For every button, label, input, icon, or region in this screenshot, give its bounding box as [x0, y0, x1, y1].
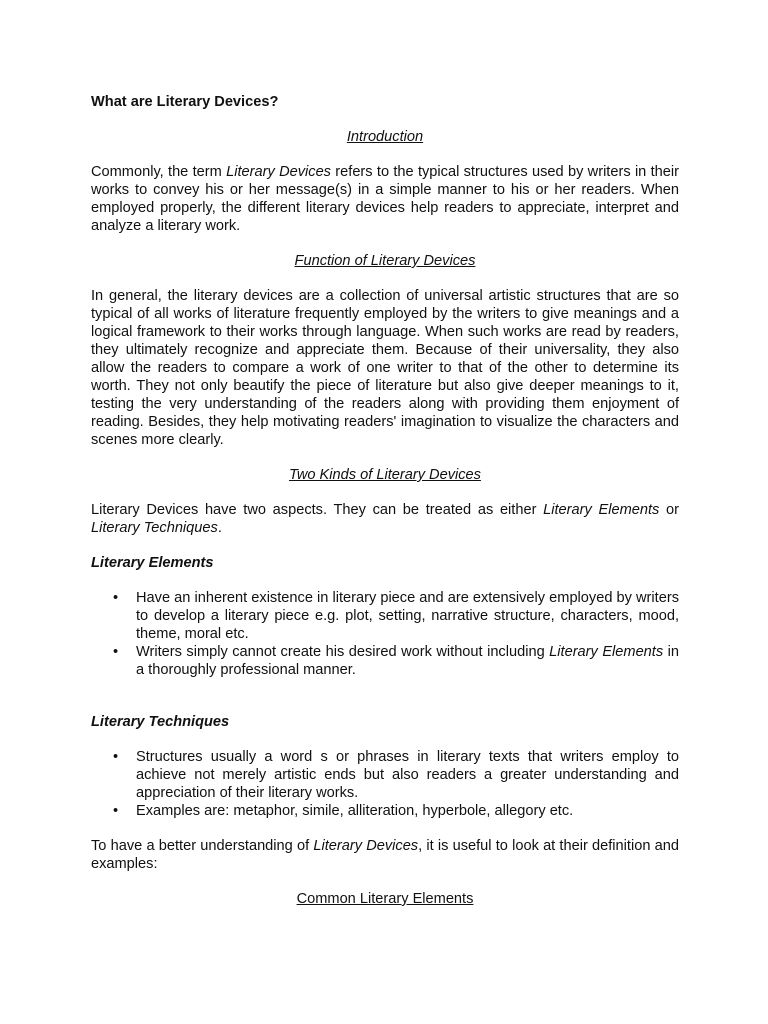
paragraph-introduction [91, 163, 679, 235]
list-item-term: Literary Elements [549, 644, 664, 660]
list-item-text: in a thoroughly professional manner. [136, 644, 679, 678]
list-literary-elements [91, 589, 679, 679]
intro-text-1: Commonly, the term [91, 164, 227, 180]
bullet-icon: • [113, 644, 119, 660]
paragraph-function: In general, the literary devices are a collection of universal artistic structures that are so typical of all works of literature frequently employed by the writers to give meanings and a logical framework to their works through language. When such works are read by readers, they ultimately recognize and appreciate them. Because of their universality, they also allow the readers to compare a work of one writer to that of the other to determine its worth. They not only beautify the piece of literature but also give deeper meanings to it, testing the very understanding of the readers along with providing them enjoyment of reading. Besides, they help motivating readers' imagination to visualize the characters and scenes more clearly. [91, 288, 679, 448]
list-item [91, 589, 679, 643]
list-item-text: Structures usually a word s or phrases in literary texts that writers employ to achieve not merely artistic ends but also readers a greater understanding and appreciation of their literary works. [136, 749, 679, 801]
list-item-text: Examples are: metaphor, simile, alliteration, hyperbole, allegory etc. [136, 803, 574, 819]
list-item [91, 802, 679, 820]
two-kinds-text-3: . [217, 520, 222, 536]
intro-term-literary-devices: Literary Devices [226, 164, 331, 180]
document-title: What are Literary Devices? [91, 94, 279, 110]
paragraph-two-kinds [91, 501, 679, 537]
heading-function: Function of Literary Devices [294, 253, 476, 269]
document-page [91, 93, 679, 908]
heading-two-kinds: Two Kinds of Literary Devices [289, 467, 481, 483]
list-item [91, 643, 679, 679]
paragraph-closing [91, 837, 679, 873]
list-item [91, 748, 679, 802]
heading-common-literary-elements: Common Literary Elements [296, 891, 474, 907]
bullet-icon: • [113, 590, 119, 606]
closing-text-1: To have a better understanding of [91, 838, 314, 854]
two-kinds-term-techniques: Literary Techniques [91, 520, 218, 536]
two-kinds-text-2: or [659, 502, 679, 518]
heading-introduction: Introduction [346, 129, 424, 145]
closing-text-2: , it is useful to look at their definition and examples: [91, 838, 679, 872]
list-item-text: Have an inherent existence in literary piece and are extensively employed by writers to develop a literary piece e.g. plot, setting, narrative structure, characters, mood, theme, moral etc. [136, 590, 679, 642]
two-kinds-text-1: Literary Devices have two aspects. They can be treated as either [91, 502, 544, 518]
heading-literary-techniques: Literary Techniques [91, 714, 230, 730]
list-literary-techniques [91, 748, 679, 820]
closing-term-literary-devices: Literary Devices [313, 838, 419, 854]
bullet-icon: • [113, 749, 119, 765]
intro-text-2: refers to the typical structures used by writers in their works to convey his or her message(s) in a simple manner to his or her readers. When employed properly, the different literary devices help readers to appreciate, interpret and analyze a literary work. [91, 164, 679, 234]
list-item-text: Writers simply cannot create his desired work without including [136, 644, 550, 660]
two-kinds-term-elements: Literary Elements [543, 502, 660, 518]
bullet-icon: • [113, 803, 119, 819]
heading-literary-elements: Literary Elements [91, 555, 214, 571]
